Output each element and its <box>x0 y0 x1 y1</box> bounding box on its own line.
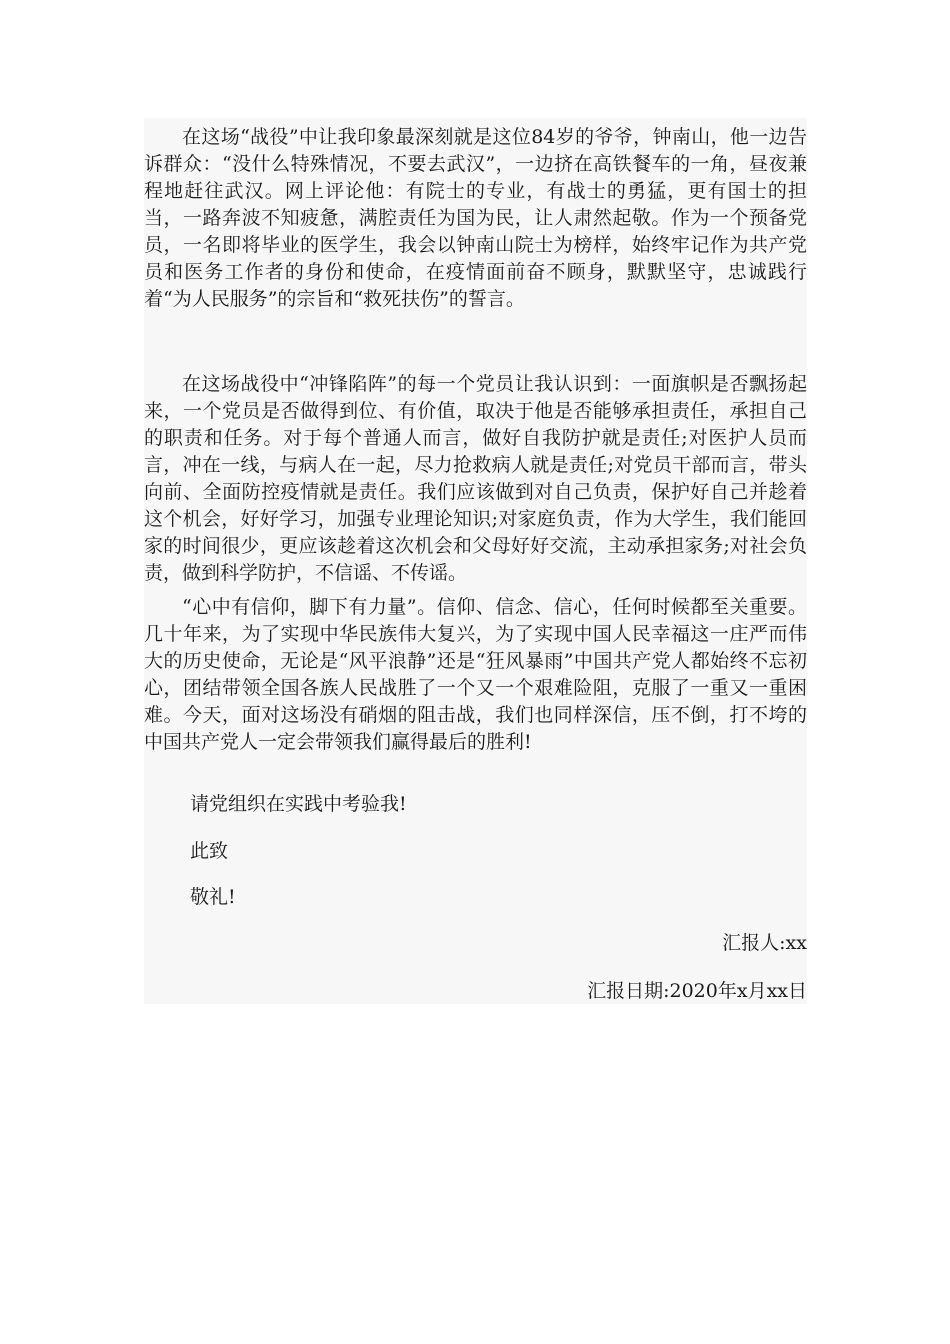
body-paragraph-1: 在这场“战役”中让我印象最深刻就是这位84岁的爷爷，钟南山，他一边告诉群众：“没什么特殊情况，不要去武汉”，一边挤在高铁餐车的一角，昼夜兼程地赶往武汉。网上评论他：有院士的专业，有战士的勇猛，更有国士的担当，一路奔波不知疲惫，满腔责任为国为民，让人肃然起敬。作为一个预备党员，一名即将毕业的医学生，我会以钟南山院士为榜样，始终牢记作为共产党员和医务工作者的身份和使命，在疫情面前奋不顾身，默默坚守，忠诚践行着“为人民服务”的宗旨和“救死扶伤”的誓言。 <box>144 126 807 310</box>
reporter-signature: 汇报人:xx <box>722 932 807 954</box>
closing-salutation: 此致 <box>190 840 229 862</box>
closing-request: 请党组织在实践中考验我! <box>190 793 407 815</box>
closing-regards: 敬礼! <box>190 886 236 908</box>
report-date: 汇报日期:2020年x月xx日 <box>587 980 807 1002</box>
body-paragraph-2: 在这场战役中“冲锋陷阵”的每一个党员让我认识到：一面旗帜是否飘扬起来，一个党员是否做得到位、有价值，取决于他是否能够承担责任，承担自己的职责和任务。对于每个普通人而言，做好自我防护就是责任;对医护人员而言，冲在一线，与病人在一起，尽力抢救病人就是责任;对党员干部而言，带头向前、全面防控疫情就是责任。我们应该做到对自己负责，保护好自己并趁着这个机会，好好学习，加强专业理论知识;对家庭负责，作为大学生，我们能回家的时间很少，更应该趁着这次机会和父母好好交流，主动承担家务;对社会负责，做到科学防护，不信谣、不传谣。 <box>144 373 807 584</box>
body-paragraph-3: “心中有信仰，脚下有力量”。信仰、信念、信心，任何时候都至关重要。几十年来，为了实现中华民族伟大复兴，为了实现中国人民幸福这一庄严而伟大的历史使命，无论是“风平浪静”还是“狂风暴雨”中国共产党人都始终不忘初心，团结带领全国各族人民战胜了一个又一个艰难险阻，克服了一重又一重困难。今天，面对这场没有硝烟的阻击战，我们也同样深信，压不倒，打不垮的中国共产党人一定会带领我们赢得最后的胜利! <box>144 596 807 753</box>
document-page <box>144 118 807 1004</box>
